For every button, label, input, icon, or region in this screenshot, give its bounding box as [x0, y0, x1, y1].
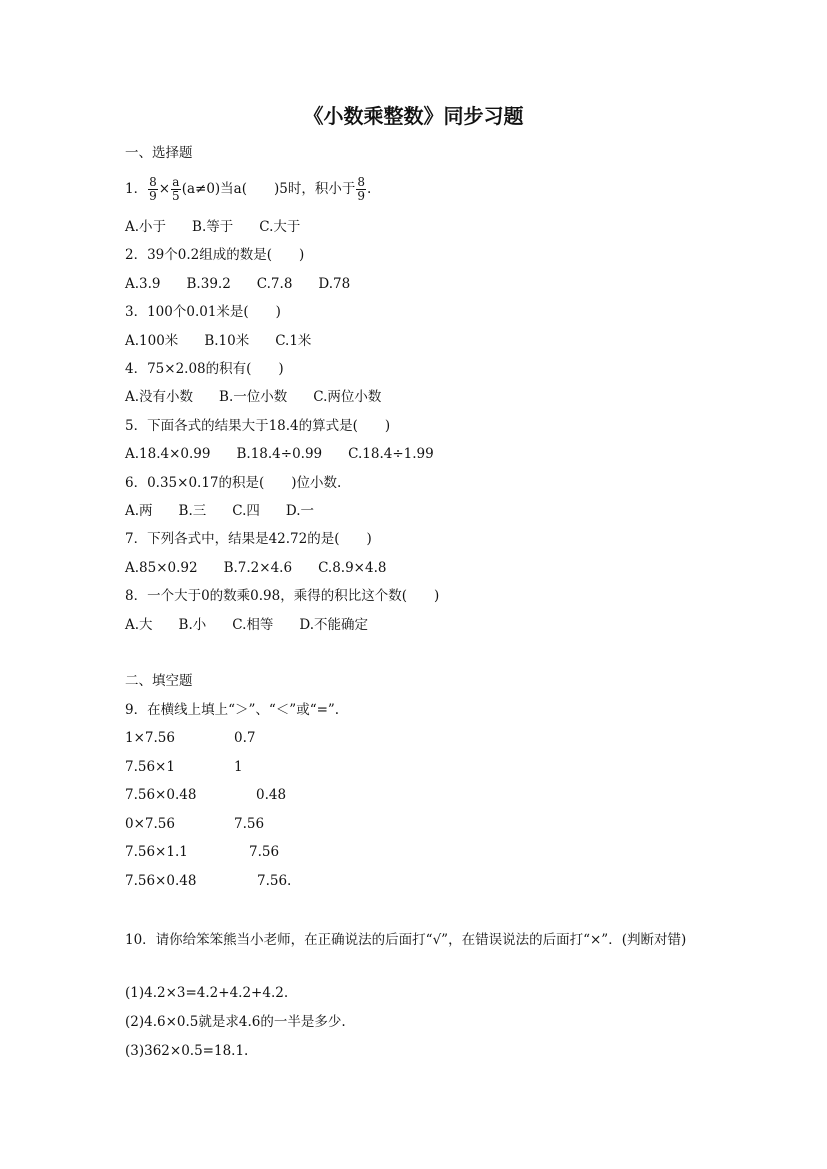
options-q1 — [125, 218, 300, 236]
option-c: C.7.8 — [256, 276, 293, 292]
option-c: C.相等 — [232, 617, 274, 633]
denominator: 9 — [357, 189, 365, 203]
comparison-left: 1×7.56 — [125, 730, 175, 746]
comparison-left: 7.56×1 — [125, 759, 175, 775]
option-a: A.小于 — [125, 219, 167, 235]
fraction-8-9-result — [356, 176, 366, 203]
comparison-left: 7.56×0.48 — [125, 787, 197, 803]
option-c: C.四 — [232, 503, 260, 519]
option-b: B.10米 — [204, 333, 250, 349]
comparison-left: 7.56×0.48 — [125, 873, 197, 889]
question-5: 5．下面各式的结果大于18.4的算式是( ) — [125, 418, 391, 434]
option-a: A.大 — [125, 617, 153, 633]
option-b: B.39.2 — [186, 276, 231, 292]
comparison-left: 7.56×1.1 — [125, 844, 188, 860]
comparison-right: 0.7 — [234, 730, 256, 746]
comparison-right: 7.56 — [249, 844, 280, 860]
option-a: A.100米 — [125, 333, 179, 349]
question-1 — [125, 176, 371, 203]
options-q7 — [125, 559, 386, 577]
section-heading-fill: 二、填空题 — [125, 673, 193, 689]
option-c: C.1米 — [275, 333, 312, 349]
numerator: 8 — [149, 175, 157, 189]
option-d: D.78 — [318, 276, 351, 292]
page-title: 《小数乘整数》同步习题 — [303, 104, 524, 128]
section-heading-choice: 一、选择题 — [125, 145, 193, 161]
denominator: 5 — [172, 189, 180, 203]
options-q8 — [125, 616, 368, 634]
option-b: B.小 — [178, 617, 207, 633]
comparison-row — [125, 815, 264, 833]
comparison-right: 7.56. — [257, 873, 292, 889]
comparison-row — [125, 786, 286, 804]
denominator: 9 — [149, 189, 157, 203]
comparison-row — [125, 843, 279, 861]
options-q3 — [125, 332, 311, 350]
question-7: 7．下列各式中，结果是42.72的是( ) — [125, 531, 372, 547]
option-b: B.三 — [178, 503, 207, 519]
period: . — [366, 181, 372, 197]
question-9: 9．在横线上填上“＞”、“＜”或“=”. — [125, 702, 340, 718]
comparison-right: 0.48 — [256, 787, 287, 803]
option-a: A.两 — [125, 503, 153, 519]
numerator: 8 — [357, 175, 365, 189]
fraction-8-9 — [148, 176, 158, 203]
question-6: 6．0.35×0.17的积是( )位小数. — [125, 475, 342, 491]
comparison-left: 0×7.56 — [125, 816, 175, 832]
comparison-row — [125, 758, 243, 776]
judgement-item-3: (3)362×0.5=18.1. — [125, 1043, 249, 1059]
option-c: C.18.4÷1.99 — [348, 446, 434, 462]
option-c: C.大于 — [259, 219, 301, 235]
comparison-row — [125, 872, 291, 890]
comparison-right: 1 — [234, 759, 243, 775]
options-q2 — [125, 275, 350, 293]
question-3: 3．100个0.01米是( ) — [125, 304, 281, 320]
option-a: A.3.9 — [125, 276, 161, 292]
options-q4 — [125, 388, 381, 406]
times-sign: × — [158, 181, 171, 197]
fraction-a-5 — [171, 176, 181, 203]
option-a: A.18.4×0.99 — [125, 446, 211, 462]
option-b: B.7.2×4.6 — [223, 560, 293, 576]
option-b: B.一位小数 — [219, 389, 288, 405]
comparison-row — [125, 729, 255, 747]
question-4: 4．75×2.08的积有( ) — [125, 361, 284, 377]
question-number: 1． — [125, 181, 148, 197]
question-10: 10．请你给笨笨熊当小老师，在正确说法的后面打“√”，在错误说法的后面打“×”．(判断对错) — [125, 932, 687, 948]
question-8: 8．一个大于0的数乘0.98，乘得的积比这个数( ) — [125, 588, 440, 604]
options-q6 — [125, 502, 314, 520]
options-q5 — [125, 445, 434, 463]
option-a: A.85×0.92 — [125, 560, 198, 576]
option-c: C.两位小数 — [313, 389, 382, 405]
numerator: a — [172, 175, 180, 189]
judgement-item-2: (2)4.6×0.5就是求4.6的一半是多少. — [125, 1014, 346, 1030]
option-a: A.没有小数 — [125, 389, 194, 405]
question-2: 2．39个0.2组成的数是( ) — [125, 247, 305, 263]
option-d: D.不能确定 — [299, 617, 369, 633]
condition-text: (a≠0)当a( )5时，积小于 — [181, 181, 356, 197]
judgement-item-1: (1)4.2×3=4.2+4.2+4.2. — [125, 985, 289, 1001]
option-d: D.一 — [285, 503, 315, 519]
comparison-right: 7.56 — [234, 816, 265, 832]
option-b: B.等于 — [192, 219, 234, 235]
option-b: B.18.4÷0.99 — [236, 446, 323, 462]
option-c: C.8.9×4.8 — [318, 560, 387, 576]
